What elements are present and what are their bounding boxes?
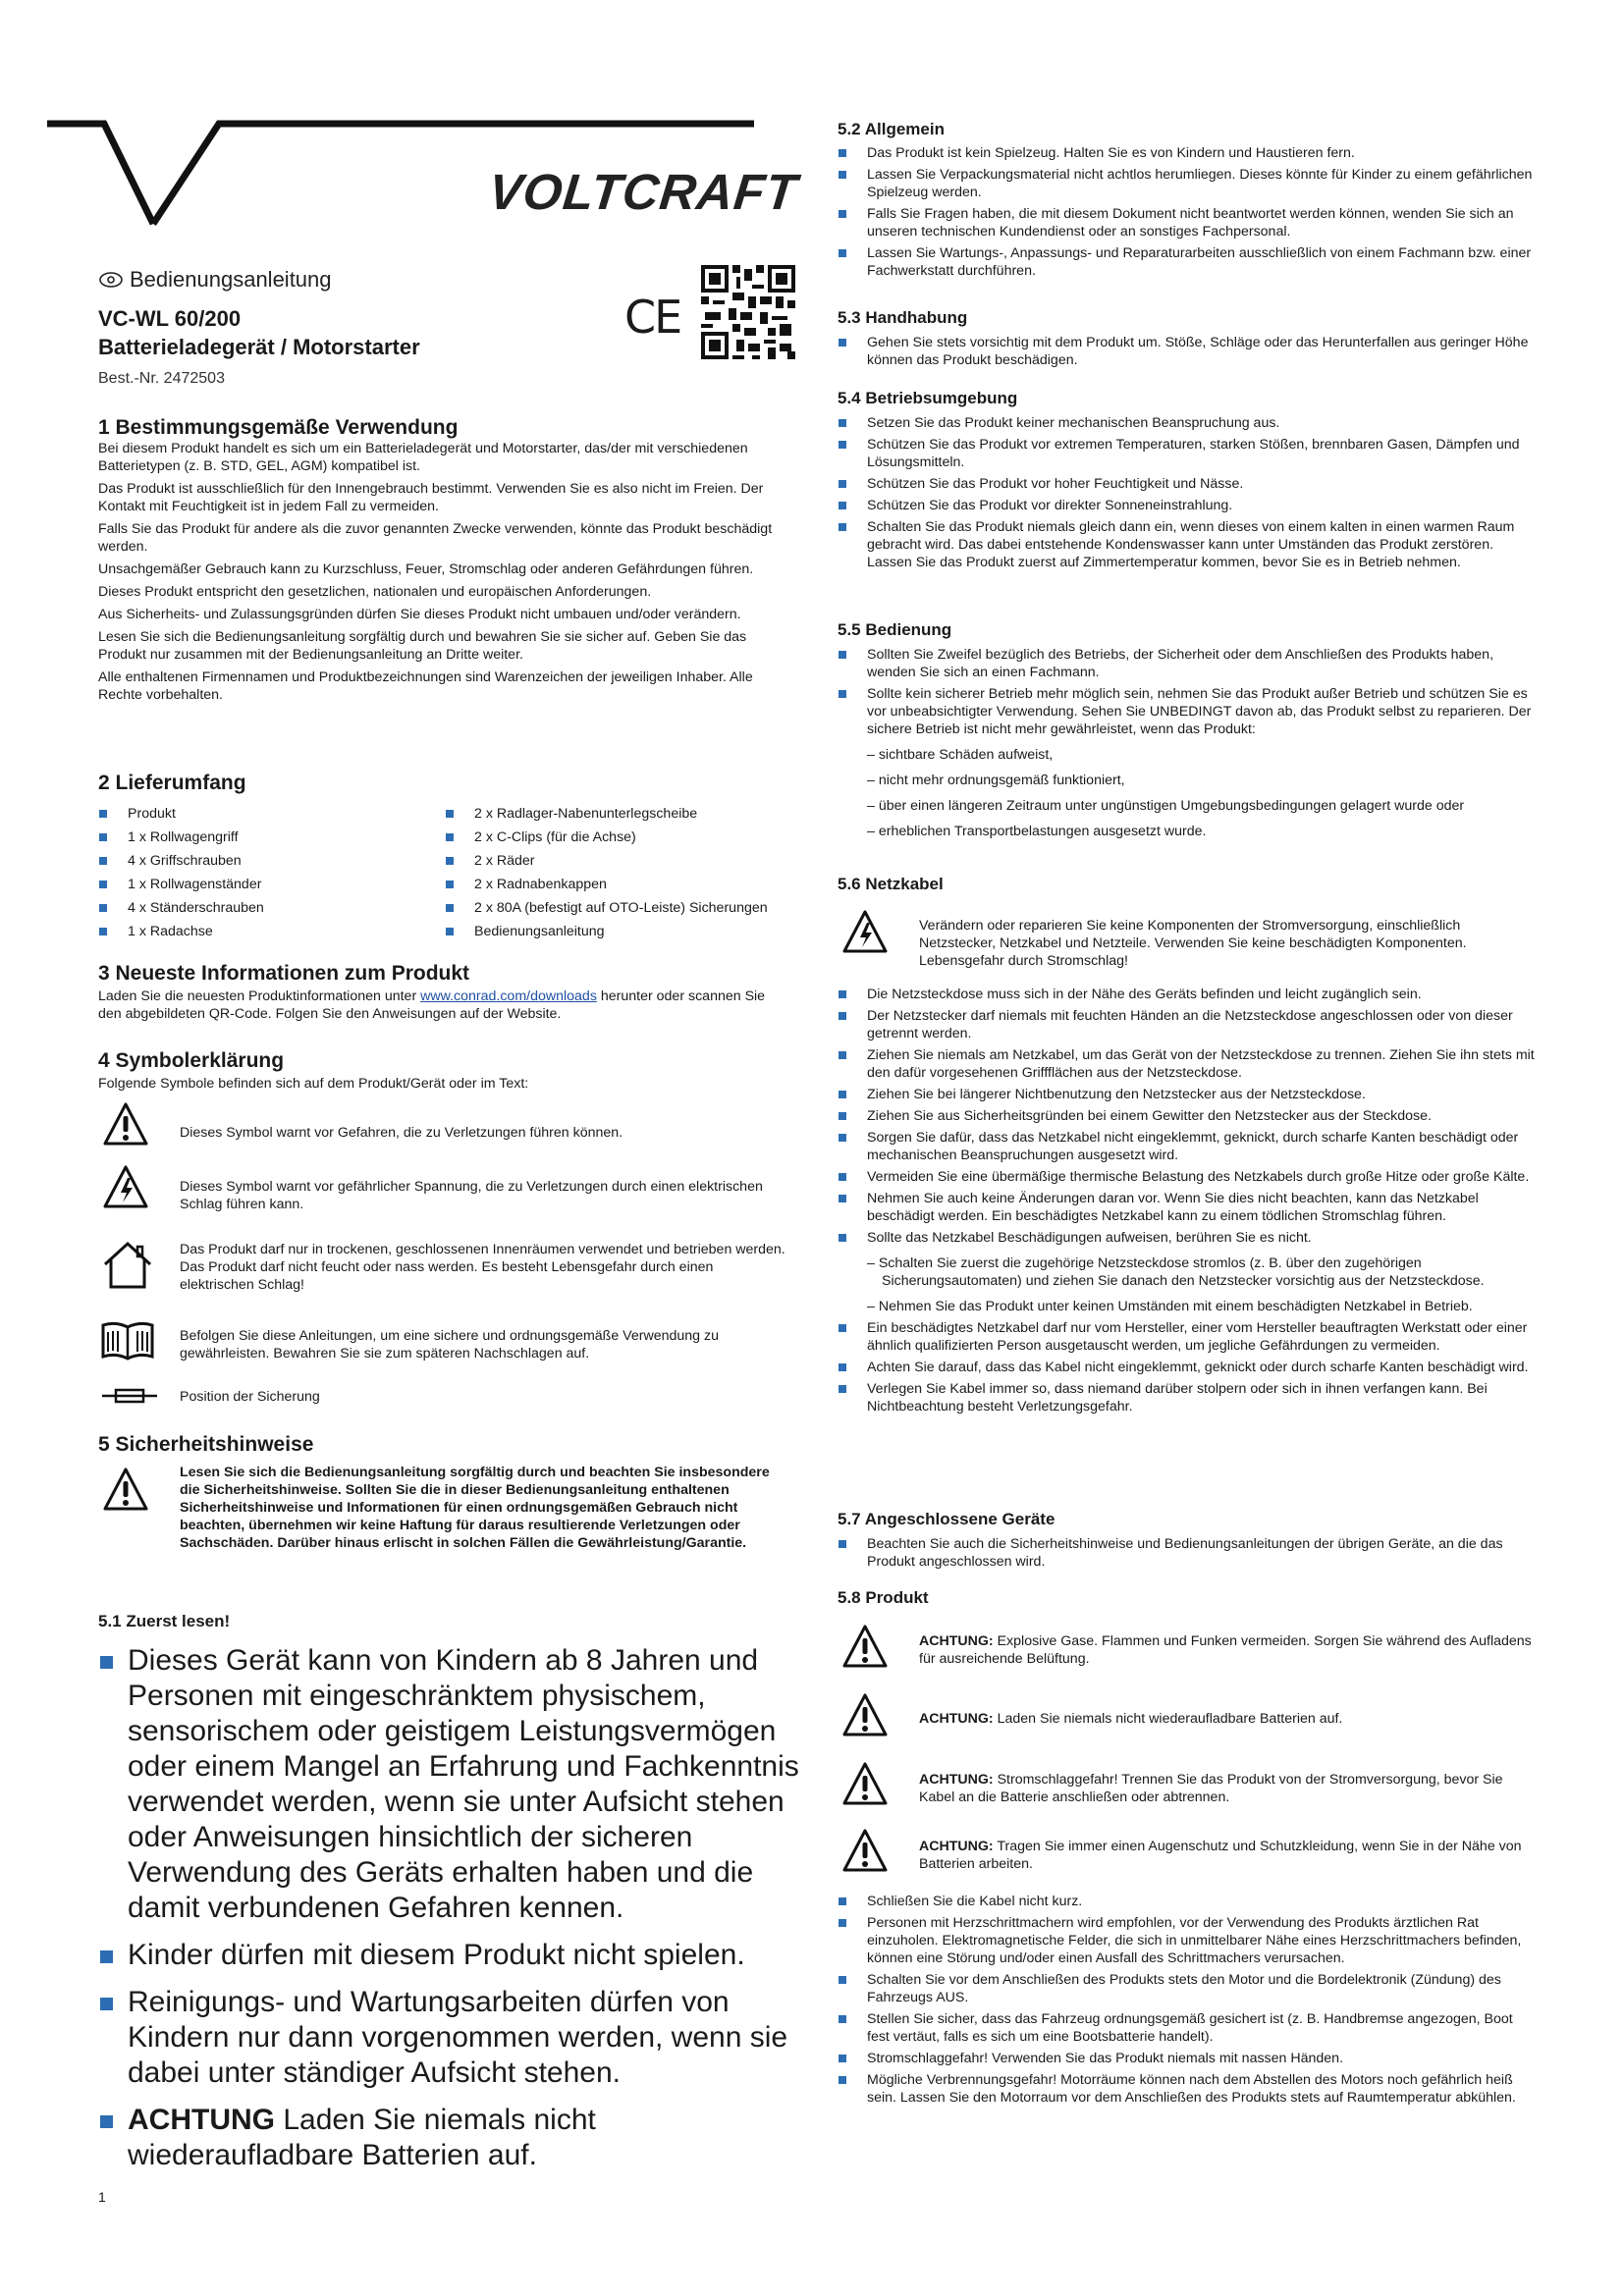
- section-3-title: 3 Neueste Informationen zum Produkt: [98, 962, 470, 985]
- product-warning: [919, 1710, 1533, 1728]
- scope-list-left: [98, 805, 432, 940]
- text: Laden Sie die neuesten Produktinformationen unter: [98, 988, 421, 1004]
- section-5-4-title: 5.4 Betriebsumgebung: [838, 389, 1018, 407]
- qr-code: [701, 265, 795, 359]
- list-item: Ziehen Sie aus Sicherheitsgründen bei einem Gewitter den Netzstecker aus der Steckdose.: [838, 1107, 1537, 1125]
- emphasis: ACHTUNG:: [919, 1711, 994, 1727]
- list-item: Schützen Sie das Produkt vor direkter Sonneneinstrahlung.: [838, 497, 1537, 514]
- list-item: Stellen Sie sicher, dass das Fahrzeug ordnungsgemäß gesichert ist (z. B. Handbremse angezogen, Boot fest vertäut, falls es sich um eine Bootsbatterie handelt).: [838, 2010, 1537, 2046]
- list-item: Achten Sie darauf, dass das Kabel nicht eingeklemmt, geknickt oder durch scharfe Kanten beschädigt wird.: [838, 1359, 1537, 1376]
- list-item: Schließen Sie die Kabel nicht kurz.: [838, 1893, 1537, 1910]
- paragraph: Falls Sie das Produkt für andere als die zuvor genannten Zwecke verwenden, könnte das Produkt beschädigt werden.: [98, 521, 773, 555]
- section-5-title: 5 Sicherheitshinweise: [98, 1433, 314, 1456]
- list-item: Sollte das Netzkabel Beschädigungen aufweisen, berühren Sie es nicht.: [838, 1229, 1537, 1247]
- product-subtitle: Batterieladegerät / Motorstarter: [98, 335, 420, 359]
- list-item: Schalten Sie das Produkt niemals gleich dann ein, wenn dieses von einem kalten in einen warmen Raum gebracht wird. Das dabei entstehende Kondenswasser kann unter Umständen das Produkt zerstören. Lassen Sie das Produkt zuerst auf Zimmertemperatur kommen, bevor Sie es in Betrieb nehmen.: [838, 518, 1537, 571]
- list-item: Stromschlaggefahr! Verwenden Sie das Produkt niemals mit nassen Händen.: [838, 2050, 1537, 2067]
- dash-item: – sichtbare Schäden aufweist,: [867, 747, 1054, 763]
- list-item: Ziehen Sie niemals am Netzkabel, um das Gerät von der Netzsteckdose zu trennen. Ziehen Sie ihn stets mit den dafür vorgesehenen Griffflächen aus der Netzsteckdose.: [838, 1046, 1537, 1082]
- symbol-text-manual: Befolgen Sie diese Anleitungen, um eine sichere und ordnungsgemäße Verwendung zu gewährleisten. Bewahren Sie sie zum späteren Nachschlagen auf.: [180, 1328, 719, 1362]
- product-list: [838, 1893, 1537, 2107]
- handling-list: [838, 334, 1537, 369]
- emphasis: ACHTUNG:: [919, 1772, 994, 1788]
- text: Tragen Sie immer einen Augenschutz und Schutzkleidung, wenn Sie in der Nähe von Batterien arbeiten.: [919, 1839, 1522, 1872]
- mains-cable-list: [838, 986, 1537, 1415]
- list-item: 2 x 80A (befestigt auf OTO-Leiste) Sicherungen: [445, 899, 798, 917]
- dash-item: – nicht mehr ordnungsgemäß funktioniert,: [867, 773, 1125, 788]
- doc-type: Bedienungsanleitung: [130, 267, 332, 292]
- list-item: 4 x Griffschrauben: [98, 852, 432, 870]
- warning-triangle-icon: [102, 1467, 149, 1512]
- scope-list-right: [445, 805, 798, 940]
- page-number: 1: [98, 2189, 106, 2205]
- list-item: Verlegen Sie Kabel immer so, dass niemand darüber stolpern oder sich in ihnen verfangen kann. Bei Nichtbeachtung besteht Verletzungsgefahr.: [838, 1380, 1537, 1415]
- section-5-6-title: 5.6 Netzkabel: [838, 875, 944, 893]
- section-5-7-title: 5.7 Angeschlossene Geräte: [838, 1510, 1056, 1528]
- mains-warning-text: Verändern oder reparieren Sie keine Komponenten der Stromversorgung, einschließlich Netzstecker, Netzkabel und Netzteile. Verwenden Sie keine beschädigten Komponenten. Lebensgefahr durch Stromschlag!: [919, 918, 1467, 969]
- product-warning: [919, 1632, 1533, 1668]
- brand-logo: VOLTCRAFT: [486, 164, 801, 220]
- eye-icon: [98, 271, 124, 289]
- list-item: Schützen Sie das Produkt vor extremen Temperaturen, starken Stößen, brennbaren Gasen, Dämpfen und Lösungsmitteln.: [838, 436, 1537, 471]
- list-item: Sollte kein sicherer Betrieb mehr möglich sein, nehmen Sie das Produkt außer Betrieb und schützen Sie es vor unbeabsichtigter Verwendung. Sehen Sie UNBEDINGT davon ab, das Produkt selbst zu reparieren. Der sichere Betrieb ist nicht mehr gewährleistet, wenn das Produkt:: [838, 685, 1537, 738]
- dash-item: – über einen längeren Zeitraum unter ungünstigen Umgebungsbedingungen gelagert wurde oder: [867, 798, 1465, 814]
- section-4-title: 4 Symbolerklärung: [98, 1049, 285, 1072]
- text: herunter oder scannen Sie den abgebildeten QR-Code. Folgen Sie den Anweisungen auf der Website.: [98, 988, 766, 1022]
- list-item: Sorgen Sie dafür, dass das Netzkabel nicht eingeklemmt, geknickt, durch scharfe Kanten beschädigt oder mechanischen Beanspruchungen ausgesetzt wird.: [838, 1129, 1537, 1164]
- section-3-body: [98, 988, 791, 1023]
- environment-list: [838, 414, 1537, 571]
- list-item: Kinder dürfen mit diesem Produkt nicht spielen.: [98, 1938, 803, 1973]
- list-item: Personen mit Herzschrittmachern wird empfohlen, vor der Verwendung des Produkts ärztlichen Rat einzuholen. Elektromagnetische Felder, die sich in unmittelbarer Nähe eines Herzschrittmachers befinden, können eine Störung und/oder einen Ausfall des Schrittmachers verursachen.: [838, 1914, 1537, 1967]
- warning-triangle-icon: [841, 1761, 889, 1806]
- section-5-8-title: 5.8 Produkt: [838, 1588, 929, 1607]
- list-item: Mögliche Verbrennungsgefahr! Motorräume können nach dem Abstellen des Motors noch gefährlich heiß sein. Lassen Sie den Motorraum vor dem Anschließen des Produkts stets auf Raumtemperatur abkühlen.: [838, 2071, 1537, 2107]
- high-voltage-icon: [102, 1164, 149, 1209]
- warning-triangle-icon: [102, 1101, 149, 1147]
- list-item: 2 x C-Clips (für die Achse): [445, 828, 798, 846]
- paragraph: Alle enthaltenen Firmennamen und Produktbezeichnungen sind Warenzeichen der jeweiligen Inhaber. Alle Rechte vorbehalten.: [98, 669, 753, 703]
- list-item: Das Produkt ist kein Spielzeug. Halten Sie es von Kindern und Haustieren fern.: [838, 144, 1537, 162]
- warning-triangle-icon: [841, 1828, 889, 1873]
- warning-triangle-icon: [841, 1692, 889, 1737]
- list-item: 1 x Rollwagenständer: [98, 876, 432, 893]
- section-5-1-title: 5.1 Zuerst lesen!: [98, 1612, 231, 1630]
- symbol-text-fuse: Position der Sicherung: [180, 1389, 320, 1405]
- list-item: Der Netzstecker darf niemals mit feuchten Händen an die Netzsteckdose angeschlossen oder von dieser getrennt werden.: [838, 1007, 1537, 1042]
- list-item: 2 x Radnabenkappen: [445, 876, 798, 893]
- doc-type-line: [98, 267, 332, 293]
- list-item: Schützen Sie das Produkt vor hoher Feuchtigkeit und Nässe.: [838, 475, 1537, 493]
- text: Laden Sie niemals nicht wiederaufladbare Batterien auf.: [993, 1711, 1343, 1727]
- fuse-symbol-icon: [102, 1386, 157, 1406]
- high-voltage-icon: [841, 909, 889, 954]
- operation-list: [838, 646, 1537, 840]
- emphasis: ACHTUNG: [128, 2104, 275, 2136]
- emphasis: ACHTUNG:: [919, 1839, 994, 1854]
- list-item: 1 x Radachse: [98, 923, 432, 940]
- list-item: Ziehen Sie bei längerer Nichtbenutzung den Netzstecker aus der Netzsteckdose.: [838, 1086, 1537, 1103]
- paragraph: Das Produkt ist ausschließlich für den Innengebrauch bestimmt. Verwenden Sie es also nicht im Freien. Der Kontakt mit Feuchtigkeit ist in jedem Fall zu vermeiden.: [98, 481, 764, 514]
- paragraph: Bei diesem Produkt handelt es sich um ein Batterieladegerät und Motorstarter, das/der mit verschiedenen Batterietypen (z. B. STD, GEL, AGM) kompatibel ist.: [98, 441, 748, 474]
- text: Explosive Gase. Flammen und Funken vermeiden. Sorgen Sie während des Aufladens für ausreichende Belüftung.: [919, 1633, 1532, 1667]
- dash-item: – Nehmen Sie das Produkt unter keinen Umständen mit einem beschädigten Netzkabel in Betrieb.: [867, 1299, 1473, 1314]
- list-item: Dieses Gerät kann von Kindern ab 8 Jahren und Personen mit eingeschränktem physischem, sensorischem oder geistigem Leistungsvermögen oder einem Mangel an Erfahrung und Fachkenntnis verwendet werden, wenn sie unter Aufsicht stehen oder Anweisungen hinsichtlich der sicheren Verwendung des Geräts erhalten haben und die damit verbundenen Gefahren kennen.: [98, 1643, 803, 1926]
- list-item: Vermeiden Sie eine übermäßige thermische Belastung des Netzkabels durch große Hitze oder große Kälte.: [838, 1168, 1537, 1186]
- symbol-text-voltage: Dieses Symbol warnt vor gefährlicher Spannung, die zu Verletzungen durch einen elektrischen Schlag führen kann.: [180, 1179, 763, 1212]
- list-item: 1 x Rollwagengriff: [98, 828, 432, 846]
- paragraph: Unsachgemäßer Gebrauch kann zu Kurzschluss, Feuer, Stromschlag oder anderen Gefährdungen führen.: [98, 561, 754, 577]
- paragraph: Lesen Sie sich die Bedienungsanleitung sorgfältig durch und bewahren Sie sie sicher auf. Geben Sie das Produkt nur zusammen mit der Bedienungsanleitung an Dritte weiter.: [98, 629, 747, 663]
- section-2-title: 2 Lieferumfang: [98, 772, 246, 794]
- list-item: Schalten Sie vor dem Anschließen des Produkts stets den Motor und die Bordelektronik (Zündung) des Fahrzeugs AUS.: [838, 1971, 1537, 2006]
- downloads-link[interactable]: www.conrad.com/downloads: [420, 988, 597, 1004]
- section-5-3-title: 5.3 Handhabung: [838, 308, 968, 327]
- section-5-5-title: 5.5 Bedienung: [838, 620, 952, 639]
- emphasis: ACHTUNG:: [919, 1633, 994, 1649]
- symbol-text-warning: Dieses Symbol warnt vor Gefahren, die zu Verletzungen führen können.: [180, 1125, 623, 1141]
- list-item: 2 x Radlager-Nabenunterlegscheibe: [445, 805, 798, 823]
- section-5-2-title: 5.2 Allgemein: [838, 120, 945, 138]
- read-first-list: [98, 1643, 803, 2173]
- product-warning: [919, 1838, 1533, 1873]
- list-item: Bedienungsanleitung: [445, 923, 798, 940]
- model-title: VC-WL 60/200: [98, 306, 242, 331]
- safety-warning-text: Lesen Sie sich die Bedienungsanleitung sorgfältig durch und beachten Sie insbesondere die Sicherheitshinweise. Sollten Sie die in dieser Bedienungsanleitung enthaltenen Sicherheitshinweise und Informationen für einen ordnungsgemäßen Gebrauch nicht beachten, übernehmen wir keine Haftung für daraus resultierende Verletzungen oder Sachschäden. Darüber hinaus erlischt in solchen Fällen die Gewährleistung/Garantie.: [180, 1465, 770, 1551]
- symbol-text-indoor: Das Produkt darf nur in trockenen, geschlossenen Innenräumen verwendet und betrieben werden. Das Produkt darf nicht feucht oder nass werden. Es besteht Lebensgefahr durch einen elektrischen Schlag!: [180, 1242, 785, 1293]
- text: Stromschlaggefahr! Trennen Sie das Produkt von der Stromversorgung, bevor Sie Kabel an die Batterie anschließen oder abtrennen.: [919, 1772, 1503, 1805]
- general-list: [838, 144, 1537, 280]
- ce-mark: CE: [624, 291, 681, 344]
- order-number: Best.-Nr. 2472503: [98, 370, 225, 387]
- list-item: Produkt: [98, 805, 432, 823]
- list-item: Gehen Sie stets vorsichtig mit dem Produkt um. Stöße, Schläge oder das Herunterfallen aus geringer Höhe können das Produkt beschädigen.: [838, 334, 1537, 369]
- section-1-title: 1 Bestimmungsgemäße Verwendung: [98, 416, 459, 439]
- list-item: Nehmen Sie auch keine Änderungen daran vor. Wenn Sie dies nicht beachten, kann das Netzkabel beschädigt werden. Ein beschädigtes Netzkabel kann zu einem tödlichen Stromschlag führen.: [838, 1190, 1537, 1225]
- list-item: Falls Sie Fragen haben, die mit diesem Dokument nicht beantwortet werden können, wenden Sie sich an unseren technischen Kundendienst oder an sonstiges Fachpersonal.: [838, 205, 1537, 240]
- paragraph: Dieses Produkt entspricht den gesetzlichen, nationalen und europäischen Anforderungen.: [98, 584, 652, 600]
- list-item: Sollten Sie Zweifel bezüglich des Betriebs, der Sicherheit oder dem Anschließen des Produkts haben, wenden Sie sich an einen Fachmann.: [838, 646, 1537, 681]
- list-item: Reinigungs- und Wartungsarbeiten dürfen von Kindern nur dann vorgenommen werden, wenn sie dabei unter ständiger Aufsicht stehen.: [98, 1985, 803, 2091]
- list-item: Lassen Sie Verpackungsmaterial nicht achtlos herumliegen. Dieses könnte für Kinder zu einem gefährlichen Spielzeug werden.: [838, 166, 1537, 201]
- list-item: 2 x Räder: [445, 852, 798, 870]
- list-item: Lassen Sie Wartungs-, Anpassungs- und Reparaturarbeiten ausschließlich von einem Fachmann bzw. einer Fachwerkstatt durchführen.: [838, 244, 1537, 280]
- paragraph: Aus Sicherheits- und Zulassungsgründen dürfen Sie dieses Produkt nicht umbauen und/oder verändern.: [98, 607, 741, 622]
- dash-item: – erheblichen Transportbelastungen ausgesetzt wurde.: [867, 824, 1207, 839]
- warning-triangle-icon: [841, 1624, 889, 1669]
- manual-book-icon: [100, 1319, 155, 1362]
- list-item: [98, 2103, 803, 2173]
- list-item: Die Netzsteckdose muss sich in der Nähe des Geräts befinden und leicht zugänglich sein.: [838, 986, 1537, 1003]
- dash-item: – Schalten Sie zuerst die zugehörige Netzsteckdose stromlos (z. B. über den zugehörigen Sicherungsautomaten) und ziehen Sie danach den Netzstecker vorsichtig aus der Netzsteckdose.: [867, 1255, 1485, 1289]
- list-item: 4 x Ständerschrauben: [98, 899, 432, 917]
- product-warning: [919, 1771, 1533, 1806]
- section-4-intro: Folgende Symbole befinden sich auf dem Produkt/Gerät oder im Text:: [98, 1076, 529, 1092]
- connected-devices-list: [838, 1535, 1537, 1571]
- section-1-body: [98, 440, 791, 704]
- text: Laden Sie niemals nicht wiederaufladbare Batterien auf.: [128, 2104, 596, 2171]
- indoor-use-house-icon: [102, 1241, 153, 1290]
- list-item: Ein beschädigtes Netzkabel darf nur vom Hersteller, einer vom Hersteller beauftragten Werkstatt oder einer ähnlich qualifizierten Person ausgetauscht werden, um jegliche Gefährdungen zu vermeiden.: [838, 1319, 1537, 1355]
- list-item: Setzen Sie das Produkt keiner mechanischen Beanspruchung aus.: [838, 414, 1537, 432]
- list-item: Beachten Sie auch die Sicherheitshinweise und Bedienungsanleitungen der übrigen Geräte, an die das Produkt angeschlossen wird.: [838, 1535, 1537, 1571]
